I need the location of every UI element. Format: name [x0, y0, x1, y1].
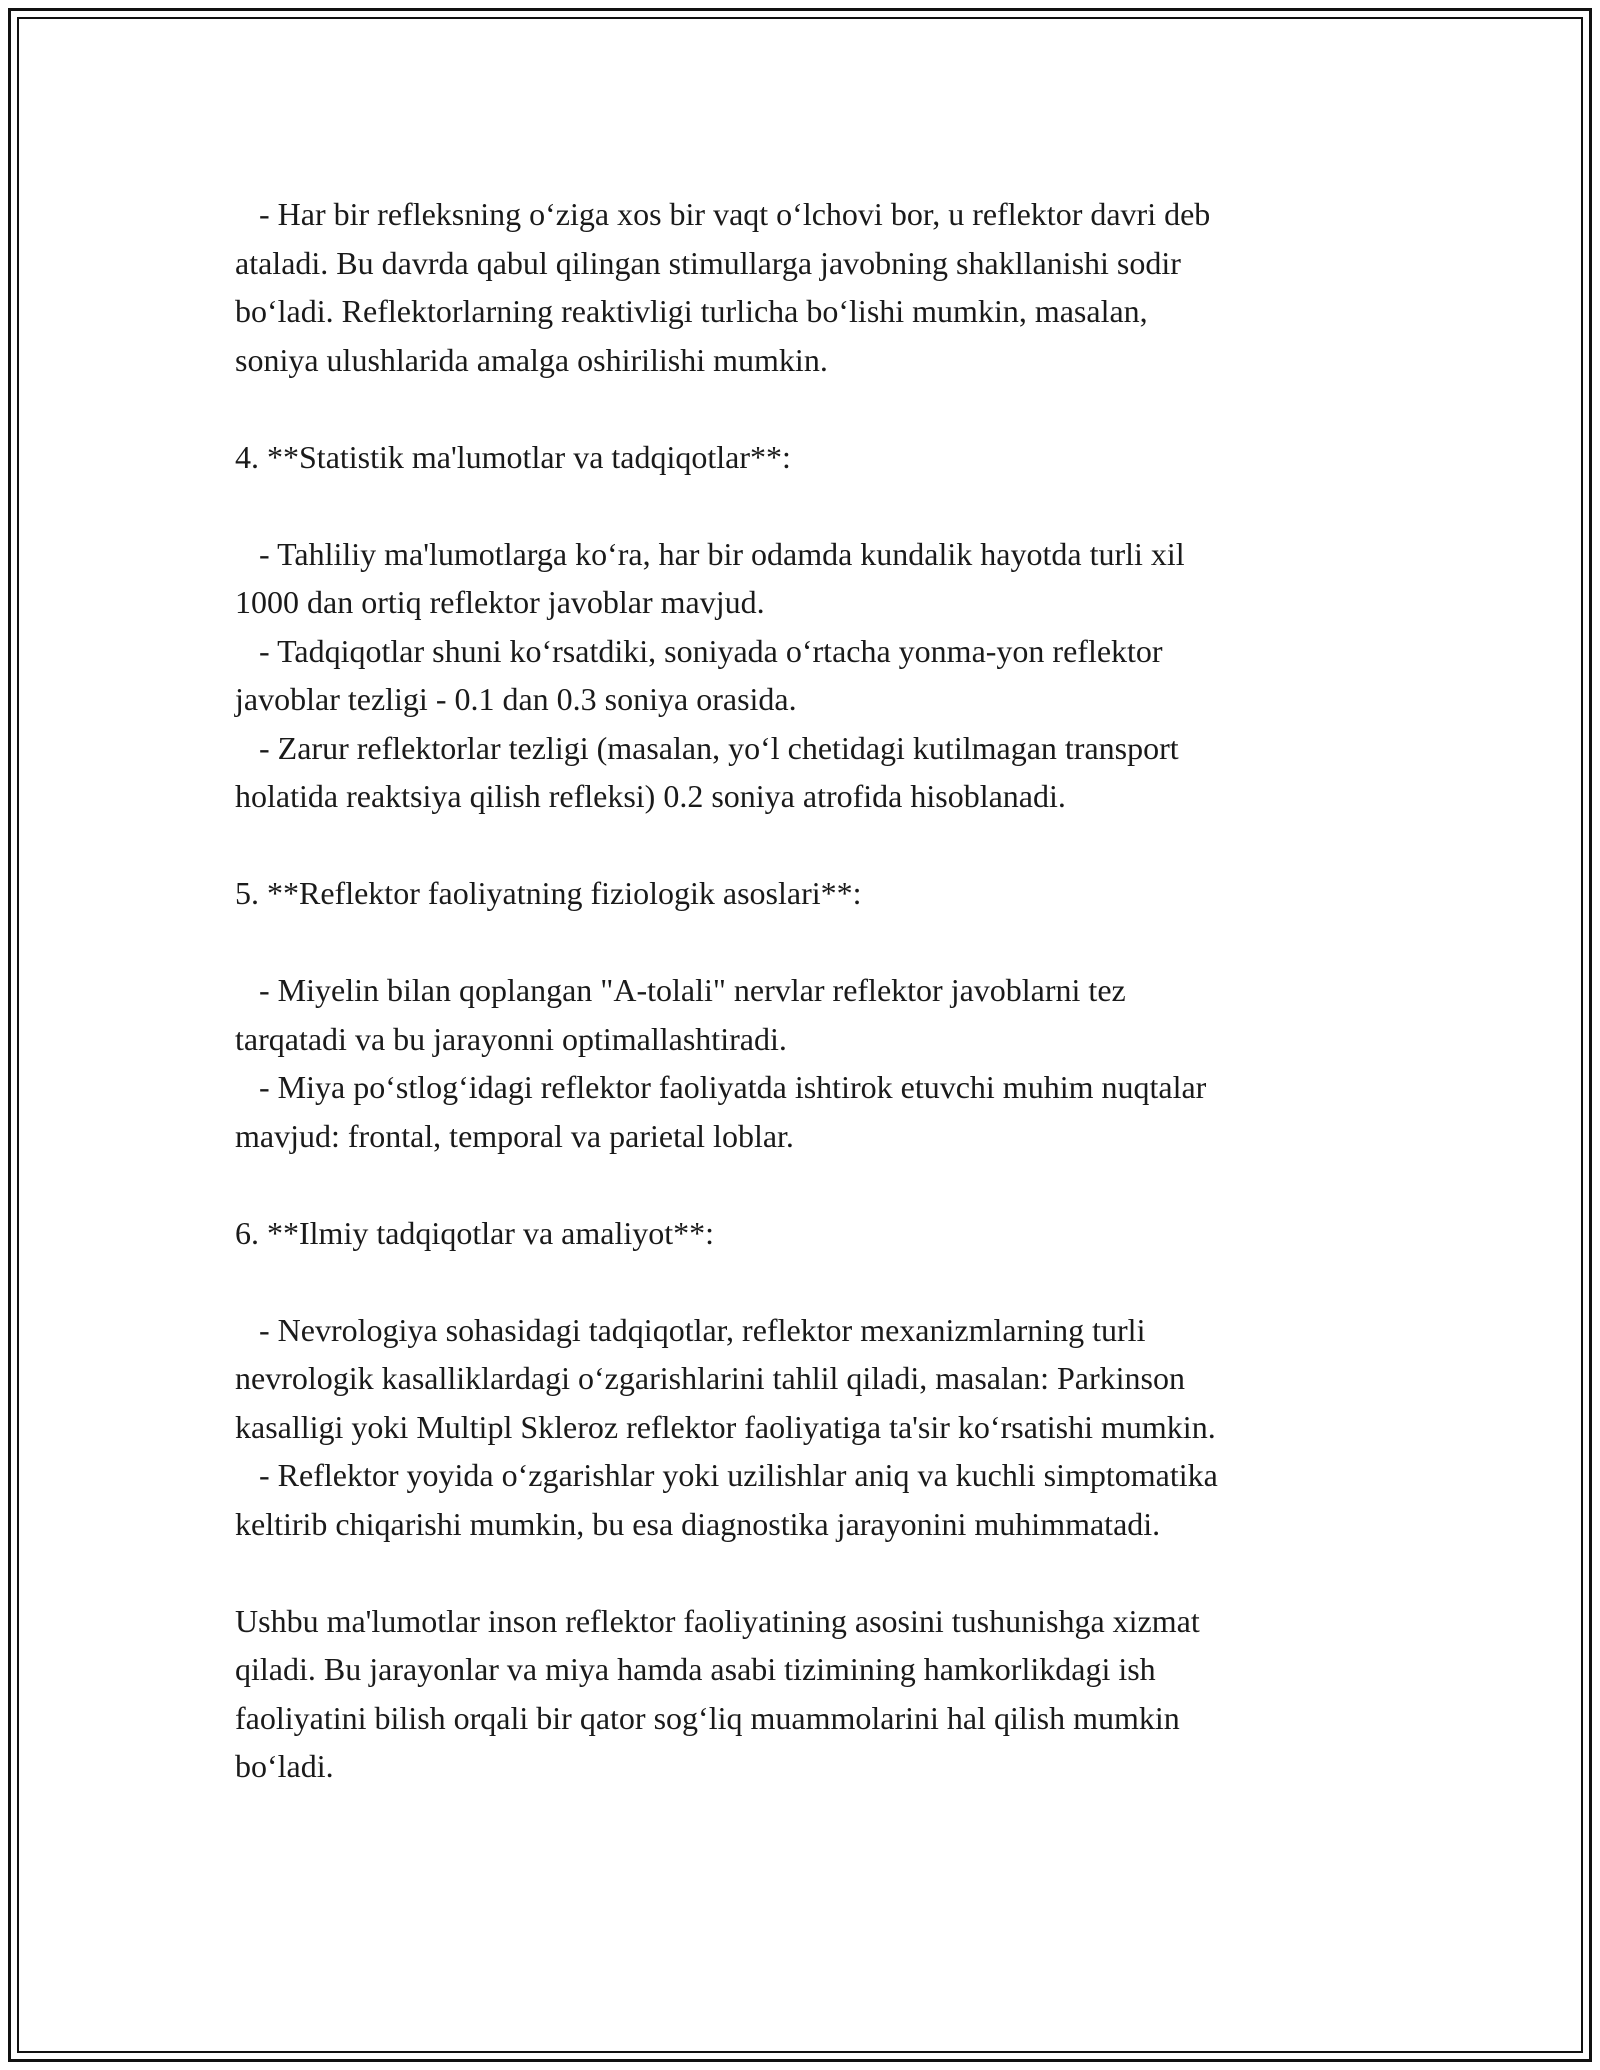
- text-line: faoliyatini bilish orqali bir qator sog‘liq muammolarini hal qilish mumkin: [235, 1699, 1180, 1736]
- paragraph-research-practice: [235, 1306, 1385, 1549]
- text-line: - Miya po‘stlog‘idagi reflektor faoliyatda ishtirok etuvchi muhim nuqtalar: [235, 1069, 1207, 1105]
- text-line: qiladi. Bu jarayonlar va miya hamda asabi tizimining hamkorlikdagi ish: [235, 1651, 1156, 1687]
- text-line: holatida reaktsiya qilish refleksi) 0.2 soniya atrofida hisoblanadi.: [235, 778, 1066, 814]
- text-line: - Miyelin bilan qoplangan "A-tolali" nervlar reflektor javoblarni tez: [235, 972, 1126, 1008]
- paragraph-physiology: [235, 966, 1385, 1160]
- paragraph-gap: [235, 1548, 1385, 1597]
- text-line: - Tahliliy ma'lumotlarga ko‘ra, har bir odamda kundalik hayotda turli xil: [235, 535, 1185, 572]
- text-line: javoblar tezligi - 0.1 dan 0.3 soniya orasida.: [235, 681, 797, 717]
- text-line: - Reflektor yoyida o‘zgarishlar yoki uzilishlar aniq va kuchli simptomatika: [235, 1457, 1218, 1493]
- text-line: Ushbu ma'lumotlar inson reflektor faoliyatining asosini tushunishga xizmat: [235, 1602, 1200, 1639]
- text-line: ataladi. Bu davrda qabul qilingan stimullarga javobning shakllanishi sodir: [235, 244, 1181, 281]
- paragraph-gap: [235, 821, 1385, 870]
- text-line: keltirib chiqarishi mumkin, bu esa diagnostika jarayonini muhimmatadi.: [235, 1505, 1161, 1542]
- text-line: - Nevrologiya sohasidagi tadqiqotlar, reflektor mexanizmlarning turli: [235, 1311, 1146, 1348]
- section-heading-4: 4. **Statistik ma'lumotlar va tadqiqotlar**:: [235, 438, 791, 475]
- document-body: [235, 190, 1385, 1791]
- text-line: kasalligi yoki Multipl Skleroz reflektor faoliyatiga ta'sir ko‘rsatishi mumkin.: [235, 1408, 1216, 1445]
- text-line: bo‘ladi. Reflektorlarning reaktivligi turlicha bo‘lishi mumkin, masalan,: [235, 293, 1148, 329]
- text-line: nevrologik kasalliklardagi o‘zgarishlarini tahlil qiladi, masalan: Parkinson: [235, 1360, 1185, 1396]
- section-heading-5: 5. **Reflektor faoliyatning fiziologik asoslari**:: [235, 875, 862, 911]
- paragraph-conclusion: [235, 1597, 1385, 1791]
- paragraph-statistics: [235, 530, 1385, 821]
- text-line: tarqatadi va bu jarayonni optimallashtiradi.: [235, 1020, 787, 1057]
- paragraph-gap: [235, 918, 1385, 967]
- paragraph-gap: [235, 481, 1385, 530]
- text-line: bo‘ladi.: [235, 1748, 334, 1784]
- section-heading-6: 6. **Ilmiy tadqiqotlar va amaliyot**:: [235, 1214, 715, 1251]
- text-line: - Har bir refleksning o‘ziga xos bir vaqt o‘lchovi bor, u reflektor davri deb: [235, 196, 1211, 232]
- text-line: 1000 dan ortiq reflektor javoblar mavjud.: [235, 584, 765, 620]
- text-line: mavjud: frontal, temporal va parietal loblar.: [235, 1117, 794, 1154]
- paragraph-gap: [235, 384, 1385, 433]
- paragraph-reflex-period: [235, 190, 1385, 384]
- text-line: - Zarur reflektorlar tezligi (masalan, yo‘l chetidagi kutilmagan transport: [235, 729, 1179, 766]
- paragraph-gap: [235, 1257, 1385, 1306]
- paragraph-gap: [235, 1160, 1385, 1209]
- text-line: soniya ulushlarida amalga oshirilishi mumkin.: [235, 341, 828, 378]
- text-line: - Tadqiqotlar shuni ko‘rsatdiki, soniyada o‘rtacha yonma-yon reflektor: [235, 632, 1163, 669]
